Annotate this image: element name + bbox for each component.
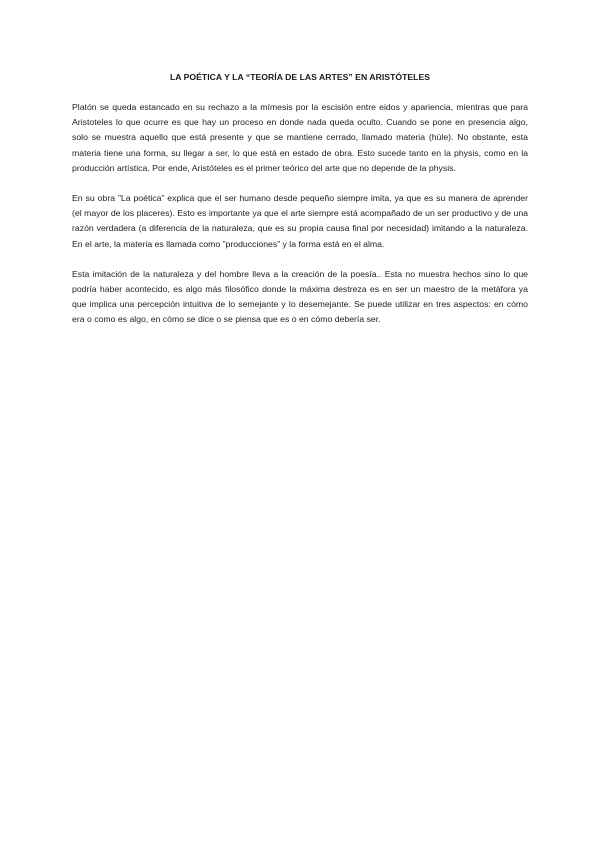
paragraph-2: En su obra ”La poética” explica que el ser humano desde pequeño siempre imita, ya que es su manera de aprender (el mayor de los placeres). Esto es importante ya que el arte siempre está acompañado de un ser productivo y de una razón verdadera (a diferencia de la naturaleza, que es su propia causa final por necesidad) imitando a la naturaleza. En el arte, la materia es llamada como ”producciones” y la forma está en el alma. [72, 193, 528, 249]
paragraph-1: Platón se queda estancado en su rechazo a la mímesis por la escisión entre eidos y apariencia, mientras que para Aristoteles lo que ocurre es que hay un proceso en donde nada queda oculto. Cuando se pone en presencia algo, solo se muestra aquello que está presente y que se mantiene cerrado, llamado materia (húle). No obstante, esta materia tiene una forma, su llegar a ser, lo que está en estado de obra. Esto sucede tanto en la physis, como en la producción artística. Por ende, Aristóteles es el primer teórico del arte que no depende de la physis. [72, 102, 528, 173]
paragraph-3: Esta imitación de la naturaleza y del hombre lleva a la creación de la poesía.. Esta no muestra hechos sino lo que podría haber acontecido, es algo más filosófico donde la máxima destreza es en ser un maestro de la metáfora ya que implica una percepción intuitiva de lo semejante y lo desemejante. Se puede utilizar en tres aspectos: en cómo era o como es algo, en cómo se dice o se piensa que es o en cómo debería ser. [72, 268, 528, 325]
document-body [72, 100, 528, 343]
document-title: LA POÉTICA Y LA “TEORÍA DE LAS ARTES” EN ARISTÓTELES [169, 72, 431, 82]
